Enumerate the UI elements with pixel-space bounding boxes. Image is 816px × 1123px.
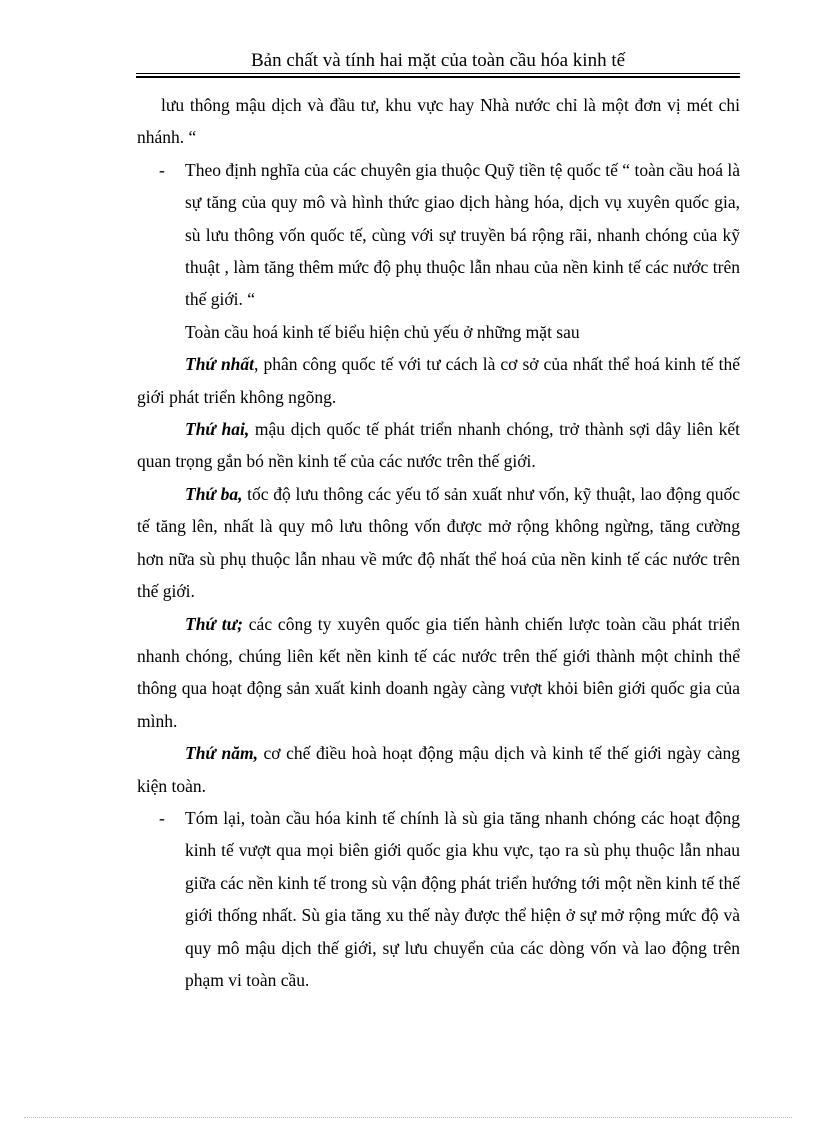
text-fifth: cơ chế điều hoà hoạt động mậu dịch và kinh tế thế giới ngày càng kiện toàn. <box>137 743 740 796</box>
text-fourth: các công ty xuyên quốc gia tiến hành chiến lược toàn cầu phát triển nhanh chóng, chúng liên kết nền kinh tế các nước trên thế giới thành một chỉnh thể thông qua hoạt động sản xuất kinh doanh ngày càng vượt khỏi biên giới quốc gia của mình. <box>137 613 740 731</box>
header-rule-thick <box>136 76 740 78</box>
paragraph-second <box>137 413 740 478</box>
bullet-dash: - <box>159 807 165 828</box>
paragraph-intro-list: Toàn cầu hoá kinh tế biểu hiện chủ yếu ở những mặt sau <box>185 321 580 342</box>
bullet-paragraph-summary <box>137 802 740 996</box>
text-first: , phân công quốc tế với tư cách là cơ sở của nhất thể hoá kinh tế thế giới phát triển không ngõng. <box>137 354 741 407</box>
paragraph-fifth <box>137 737 740 802</box>
lead-second: Thứ hai, <box>185 419 250 440</box>
paragraph-fourth <box>137 608 740 738</box>
document-body <box>137 89 740 996</box>
lead-fifth: Thứ năm, <box>185 743 258 764</box>
bullet-dash: - <box>159 159 165 180</box>
bullet-paragraph-imf-definition <box>137 154 740 316</box>
page-header-title: Bản chất và tính hai mặt của toàn cầu hóa kinh tế <box>250 50 626 71</box>
lead-first: Thứ nhất <box>185 354 255 375</box>
paragraph-third <box>137 478 740 608</box>
bullet-text: Tóm lại, toàn cầu hóa kinh tế chính là sù gia tăng nhanh chóng các hoạt động kinh tế vượt qua mọi biên giới quốc gia khu vực, tạo ra sù phụ thuộc lẫn nhau giữa các nền kinh tế trong sù vận động phát triển hướng tới một nền kinh tế thế giới thống nhất. Sù gia tăng xu thế này được thể hiện ở sự mở rộng mức độ và quy mô mậu dịch thế giới, sự lưu chuyển của các dòng vốn và lao động trên phạm vi toàn cầu. <box>185 807 740 990</box>
paragraph-first <box>137 348 740 413</box>
lead-fourth: Thứ tư; <box>185 613 243 634</box>
text-third: tốc độ lưu thông các yếu tố sản xuất như vốn, kỹ thuật, lao động quốc tế tăng lên, nhất là quy mô lưu thông vốn được mở rộng không ngừng, tăng cường hơn nữa sù phụ thuộc lẫn nhau về mức độ nhất thể hoá của nền kinh tế các nước trên thế giới. <box>137 483 740 602</box>
header-rule-thin <box>136 73 740 74</box>
text-second: mậu dịch quốc tế phát triển nhanh chóng, trở thành sợi dây liên kết quan trọng gắn bó nền kinh tế của các nước trên thế giới. <box>137 419 740 472</box>
lead-third: Thứ ba, <box>185 483 243 504</box>
page-bottom-divider <box>24 1117 792 1118</box>
bullet-text: Theo định nghĩa của các chuyên gia thuộc Quỹ tiền tệ quốc tế “ toàn cầu hoá là sự tăng của quy mô và hình thức giao dịch hàng hóa, dịch vụ xuyên quốc gia, sù lưu thông vốn quốc tế, cùng với sự truyền bá rộng rãi, nhanh chóng của kỹ thuật , làm tăng thêm mức độ phụ thuộc lẫn nhau của nền kinh tế các nước trên thế giới. “ <box>185 159 740 310</box>
paragraph-continuation: lưu thông mậu dịch và đầu tư, khu vực hay Nhà nước chỉ là một đơn vị mét chi nhánh. “ <box>137 95 740 148</box>
